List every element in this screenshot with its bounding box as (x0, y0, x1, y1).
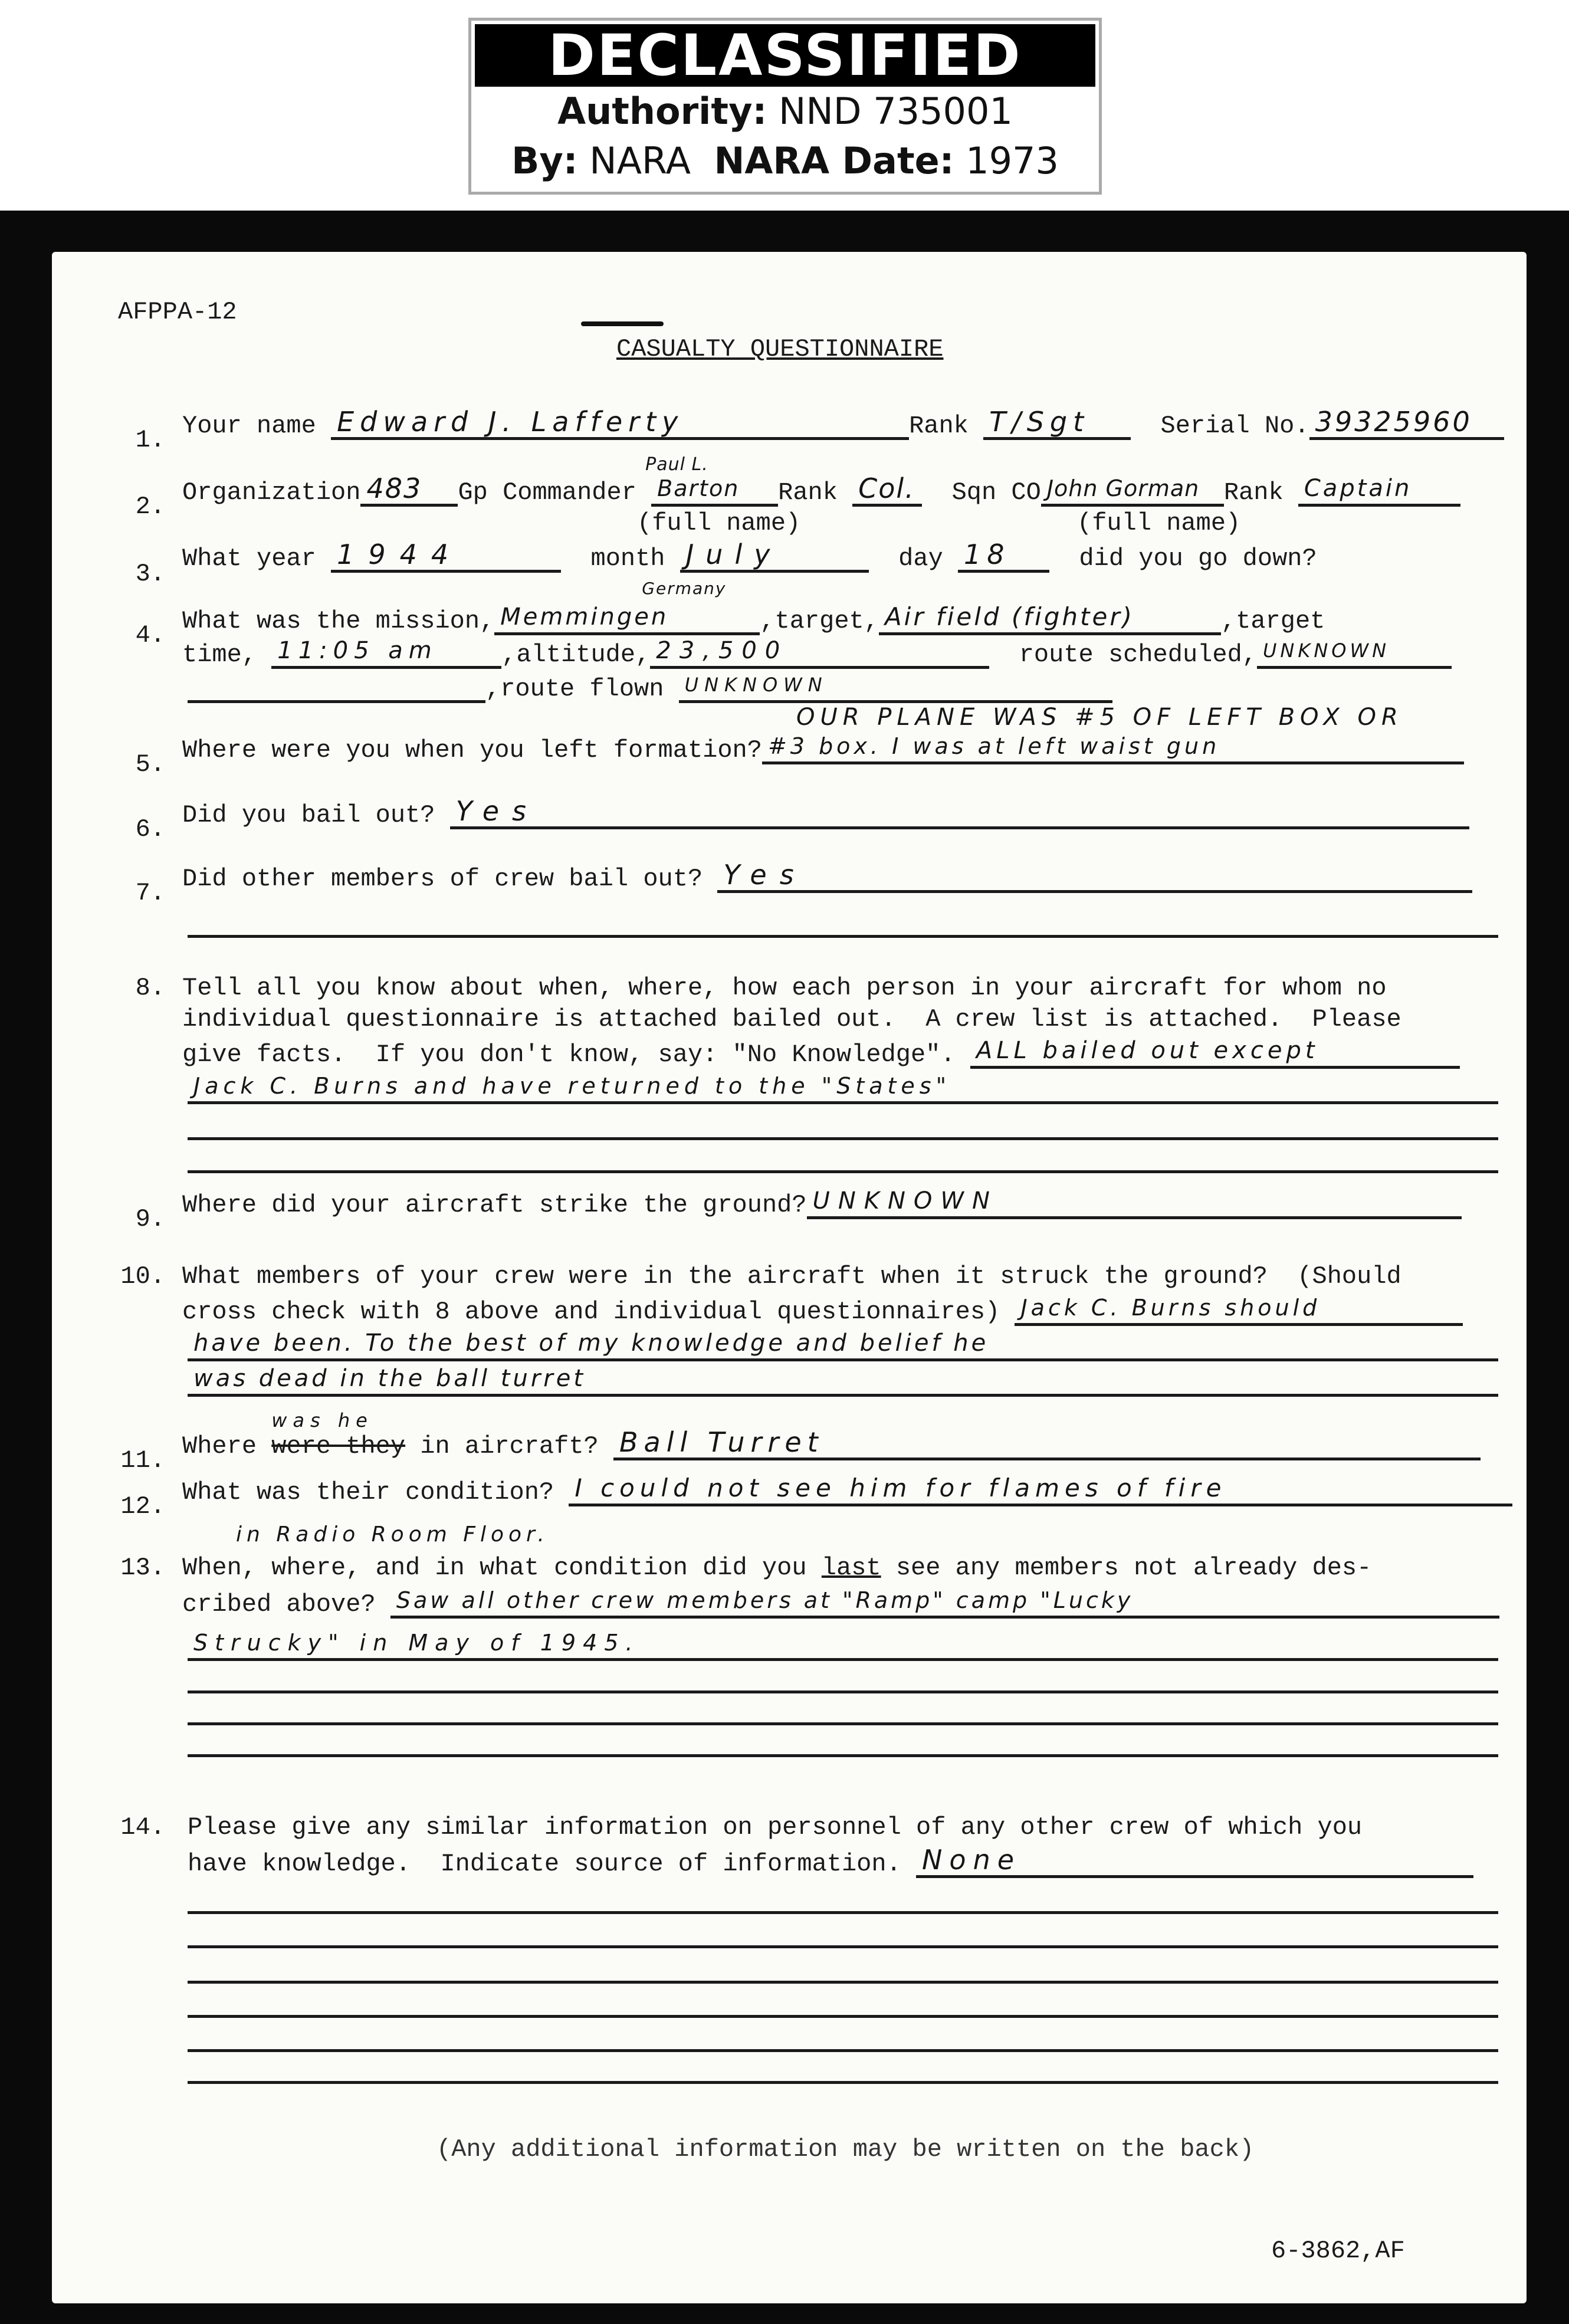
q14-line-1: Please give any similar information on personnel of any other crew of which you (188, 1813, 1363, 1842)
route-flown-label: ,route flown (485, 675, 664, 703)
strike-ground-field[interactable]: UNKNOWN (807, 1186, 1462, 1219)
q8-line-1: Tell all you know about when, where, how each person in your aircraft for whom no (182, 974, 1387, 1002)
q14-row-2 (188, 1845, 1473, 1878)
formation-field[interactable]: #3 box. I was at left waist gun (762, 731, 1464, 764)
q13-emphasis: last (821, 1554, 881, 1582)
target-time-label: ,target (1220, 607, 1325, 635)
mission-label: What was the mission, (182, 607, 495, 635)
formation-label: Where were you when you left formation? (182, 736, 762, 764)
crew-bail-out-label: Did other members of crew bail out? (182, 865, 703, 893)
condition-answer-2: in Radio Room Floor. (236, 1522, 549, 1547)
time-field[interactable]: 11:05 am (271, 636, 501, 669)
q14-extra-line[interactable] (188, 1911, 1498, 1914)
time-label: time, (182, 641, 257, 669)
q3-row (182, 540, 1317, 573)
q12-number: 12. (120, 1492, 165, 1521)
stamp-title: DECLASSIFIED (475, 24, 1095, 87)
q7-number: 7. (135, 879, 165, 907)
serial-field[interactable]: 39325960 (1309, 407, 1504, 440)
q11-correction: was he (271, 1409, 373, 1432)
gp-commander-label: Gp Commander (458, 478, 636, 507)
q9-number: 9. (135, 1205, 165, 1233)
q5-row (182, 731, 1464, 764)
crew-bail-out-field[interactable]: Yes (717, 860, 1472, 893)
name-label: Your name (182, 412, 316, 440)
month-label: month (590, 544, 665, 573)
q13-row-2 (182, 1586, 1499, 1619)
q6-row (182, 796, 1469, 829)
q13-line-1 (182, 1554, 1371, 1582)
q11-field[interactable]: Ball Turret (613, 1427, 1481, 1460)
route-scheduled-label: route scheduled, (1019, 641, 1257, 669)
serial-label: Serial No. (1160, 412, 1309, 440)
target-field[interactable]: Air field (fighter) (879, 602, 1221, 635)
sqn-rank-label: Rank (1223, 478, 1284, 507)
q10-row-3 (188, 1328, 1498, 1361)
route-blank-field[interactable] (188, 670, 485, 703)
sqn-co-field[interactable]: John Gorman (1041, 474, 1224, 507)
q13-extra-line[interactable] (188, 1754, 1498, 1757)
gp-commander-surname: Barton (657, 475, 740, 501)
stamp-by (471, 136, 1099, 186)
q14-extra-line[interactable] (188, 1981, 1498, 1984)
q1-row (182, 407, 1504, 440)
q10-number: 10. (120, 1262, 165, 1291)
q11-number: 11. (120, 1446, 165, 1475)
q11-row (182, 1409, 1481, 1460)
q7-extra-line[interactable] (188, 935, 1498, 938)
q13-line-1a: When, where, and in what condition did you (182, 1554, 822, 1582)
day-field[interactable]: 18 (958, 540, 1049, 573)
q10-row-4 (188, 1364, 1498, 1397)
q13-extra-line[interactable] (188, 1691, 1498, 1693)
rank-field[interactable]: T/Sgt (983, 407, 1131, 440)
year-label: What year (182, 544, 316, 573)
q5-answer-above: OUR PLANE WAS #5 OF LEFT BOX OR (796, 704, 1403, 731)
q8-line-2: individual questionnaire is attached bailed out. A crew list is attached. Please (182, 1005, 1401, 1033)
q10-row-2 (182, 1293, 1463, 1326)
authority-value: NND 735001 (779, 90, 1013, 133)
route-flown-field[interactable]: UNKNOWN (679, 670, 1112, 703)
q6-number: 6. (135, 815, 165, 843)
form-code: AFPPA-12 (118, 298, 237, 326)
gp-rank-label: Rank (778, 478, 838, 507)
q10-answer-3[interactable]: was dead in the ball turret (188, 1364, 1498, 1397)
q14-line-2: have knowledge. Indicate source of information. (188, 1850, 901, 1878)
sqn-full-name-hint: (full name) (1077, 509, 1241, 537)
q2-number: 2. (135, 493, 165, 521)
q4-row-2 (182, 636, 1452, 669)
q2-row (182, 454, 1460, 507)
declassified-stamp (468, 18, 1102, 195)
date-label: NARA Date: (714, 139, 954, 182)
organization-field[interactable]: 483 (360, 474, 458, 507)
q10-line-1: What members of your crew were in the aircraft when it struck the ground? (Should (182, 1262, 1401, 1291)
by-value: NARA (589, 139, 691, 182)
condition-label: What was their condition? (182, 1478, 554, 1506)
mission-field[interactable] (494, 579, 760, 635)
q12-row (182, 1473, 1512, 1506)
q8-answer-1[interactable]: ALL bailed out except (970, 1036, 1460, 1069)
q9-row (182, 1186, 1462, 1219)
q10-line-2: cross check with 8 above and individual questionnaires) (182, 1298, 1000, 1326)
form-title: CASUALTY QUESTIONNAIRE (616, 335, 944, 363)
target-label: ,target, (760, 607, 879, 635)
month-field[interactable]: July (680, 540, 869, 573)
sqn-rank-field[interactable]: Captain (1298, 474, 1460, 507)
mission-value: Memmingen (500, 603, 669, 631)
q14-extra-line[interactable] (188, 2081, 1498, 2084)
pen-mark (581, 321, 664, 326)
q8-row-4 (188, 1071, 1498, 1104)
q13-answer-2[interactable]: Strucky" in May of 1945. (188, 1628, 1498, 1661)
date-value: 1973 (966, 139, 1059, 182)
q4-number: 4. (135, 621, 165, 649)
q11-label-end: in aircraft? (405, 1432, 599, 1460)
q8-extra-line[interactable] (188, 1137, 1498, 1140)
name-field[interactable]: Edward J. Lafferty (331, 407, 909, 440)
q14-extra-line[interactable] (188, 2049, 1498, 2052)
bail-out-label: Did you bail out? (182, 801, 435, 829)
mission-note: Germany (642, 579, 727, 598)
q8-row-3 (182, 1036, 1460, 1069)
q11-struck-words: were they (271, 1432, 406, 1460)
q11-struck-text (271, 1409, 406, 1460)
gp-rank-field[interactable]: Col. (852, 474, 922, 507)
q14-extra-line[interactable] (188, 2015, 1498, 2018)
q10-answer-1[interactable]: Jack C. Burns should (1015, 1293, 1463, 1326)
organization-label: Organization (182, 478, 361, 507)
altitude-label: ,altitude, (501, 641, 651, 669)
q5-number: 5. (135, 750, 165, 779)
by-label: By: (511, 139, 578, 182)
form-number: 6-3862,AF (1271, 2237, 1405, 2265)
q13-row-3 (188, 1628, 1498, 1661)
q4-row (182, 579, 1325, 635)
q13-answer-1[interactable]: Saw all other crew members at "Ramp" camp "Lucky (390, 1586, 1499, 1619)
q13-number: 13. (120, 1554, 165, 1582)
q14-field[interactable]: None (916, 1845, 1473, 1878)
q8-answer-2[interactable]: Jack C. Burns and have returned to the "States" (188, 1071, 1498, 1104)
q8-line-3: give facts. If you don't know, say: "No Knowledge". (182, 1040, 956, 1069)
gp-commander-first-name: Paul L. (645, 454, 708, 475)
authority-label: Authority: (557, 90, 767, 133)
q13-extra-line[interactable] (188, 1722, 1498, 1725)
q11-label-start: Where (182, 1432, 272, 1460)
sqn-co-label: Sqn CO (951, 478, 1041, 507)
strike-ground-label: Where did your aircraft strike the ground? (182, 1191, 807, 1219)
gp-commander-field[interactable] (645, 454, 778, 507)
q14-number: 14. (120, 1813, 165, 1842)
route-scheduled-field[interactable]: UNKNOWN (1257, 636, 1452, 669)
year-field[interactable]: 1944 (331, 540, 561, 573)
condition-field[interactable]: I could not see him for flames of fire (569, 1473, 1512, 1506)
q8-extra-line[interactable] (188, 1170, 1498, 1173)
q7-row (182, 860, 1472, 893)
q3-number: 3. (135, 560, 165, 588)
altitude-field[interactable]: 23,500 (650, 636, 989, 669)
q1-number: 1. (135, 426, 165, 454)
footer-note: (Any additional information may be written on the back) (436, 2135, 1255, 2164)
gp-full-name-hint: (full name) (637, 509, 801, 537)
rank-label: Rank (909, 412, 969, 440)
go-down-label: did you go down? (1079, 544, 1317, 573)
bail-out-field[interactable]: Yes (450, 796, 1469, 829)
q13-line-1b: see any members not already des- (881, 1554, 1372, 1582)
q4-row-3 (188, 670, 1112, 703)
day-label: day (898, 544, 943, 573)
q8-number: 8. (135, 974, 165, 1002)
stamp-authority (471, 87, 1099, 136)
q14-extra-line[interactable] (188, 1945, 1498, 1948)
q10-answer-2[interactable]: have been. To the best of my knowledge and belief he (188, 1328, 1498, 1361)
q13-line-2: cribed above? (182, 1590, 376, 1619)
